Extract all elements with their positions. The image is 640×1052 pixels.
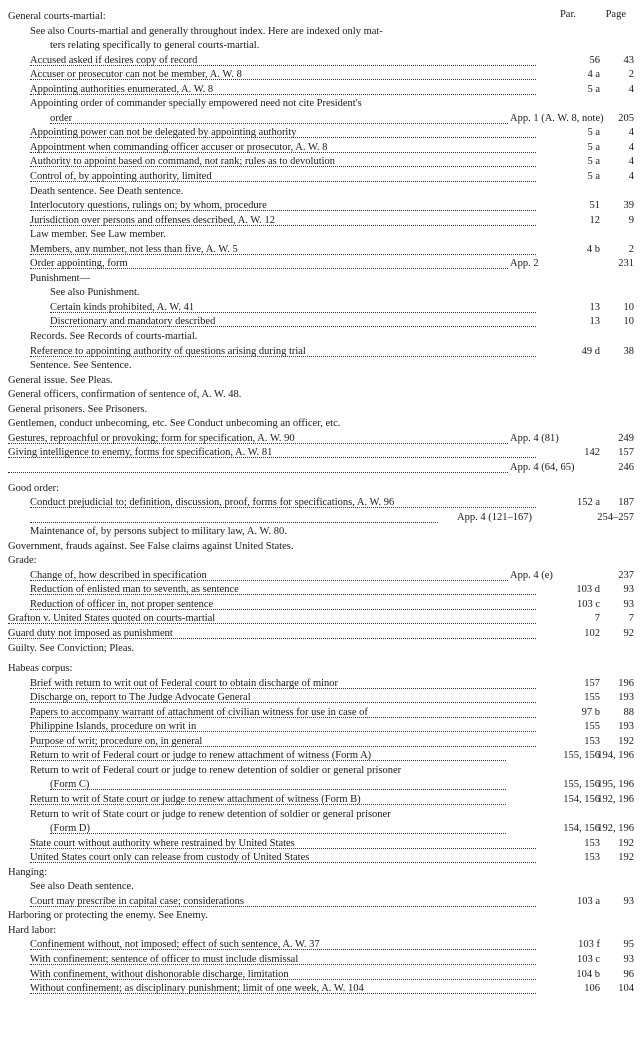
index-entry — [8, 286, 634, 301]
entry-text: Guilty. See Conviction; Pleas. — [8, 642, 135, 654]
index-entry — [8, 851, 634, 866]
paragraph-number: 102 — [584, 627, 600, 639]
entry-text — [8, 461, 508, 473]
entry-text: Order appointing, form — [30, 257, 508, 269]
page-number: 104 — [618, 983, 634, 995]
entry-text: With confinement; sentence of officer to must include dismissal — [30, 953, 536, 965]
entry-text: Interlocutory questions, rulings on; by whom, procedure — [30, 199, 536, 211]
index-entry — [8, 808, 634, 823]
index-entry — [8, 330, 634, 345]
entry-text: Return to writ of Federal court or judge to renew detention of soldier or general prisoner — [30, 764, 402, 776]
index-entry — [8, 388, 634, 403]
entry-text: Habeas corpus: — [8, 663, 73, 675]
paragraph-number: 103 d — [576, 584, 600, 596]
page-number: 10 — [623, 301, 634, 313]
page-number: 4 — [628, 141, 634, 153]
entry-text: See also Courts-martial and generally throughout index. Here are indexed only mat- — [30, 25, 383, 37]
entry-text: (Form C) — [50, 778, 506, 790]
paragraph-number: 153 — [584, 852, 600, 864]
index-entry — [8, 540, 634, 555]
entry-text: Court may prescribe in capital case; considerations — [30, 895, 536, 907]
entry-text: Hard labor: — [8, 924, 57, 936]
index-entry — [8, 880, 634, 895]
page-number: 2 — [628, 69, 634, 81]
index-entry — [8, 243, 634, 258]
entry-text: Philippine Islands, procedure on writ in — [30, 720, 536, 732]
index-entry — [8, 569, 634, 584]
paragraph-number: 155 — [584, 692, 600, 704]
index-entry — [8, 968, 634, 983]
page-number: 88 — [623, 706, 634, 718]
index-entry — [8, 909, 634, 924]
index-entry — [8, 749, 634, 764]
paragraph-number: 49 d — [581, 345, 600, 357]
index-entry — [8, 446, 634, 461]
page-number: 96 — [623, 968, 634, 980]
entry-text: Change of, how described in specification — [30, 569, 508, 581]
page-column-header: Page — [605, 9, 626, 20]
page-number: 9 — [628, 214, 634, 226]
page-number: 192 — [618, 837, 634, 849]
page-number: 7 — [628, 613, 634, 625]
index-entry — [8, 598, 634, 613]
entry-text: Brief with return to writ out of Federal court to obtain discharge of minor — [30, 677, 536, 689]
entry-text: Return to writ of State court or judge to renew detention of soldier or general prisoner — [30, 808, 391, 820]
paragraph-number: 4 b — [586, 243, 600, 255]
paragraph-number: 106 — [584, 983, 600, 995]
entry-text: Accuser or prosecutor can not be member, A. W. 8 — [30, 68, 536, 80]
index-entry — [8, 141, 634, 156]
entry-text — [30, 511, 438, 523]
entry-text: Reference to appointing authority of questions arising during trial — [30, 345, 536, 357]
entry-text: Control of, by appointing authority, limited — [30, 170, 536, 182]
index-entry — [8, 982, 634, 997]
page-number: 43 — [623, 54, 634, 66]
page-number: 246 — [618, 461, 634, 473]
index-entry — [8, 627, 634, 642]
index-entry — [8, 39, 634, 54]
entry-text: Records. See Records of courts-martial. — [30, 331, 198, 343]
entry-text: Members, any number, not less than five, A. W. 5 — [30, 243, 536, 255]
index-entry — [8, 837, 634, 852]
index-entry — [8, 938, 634, 953]
index-entry — [8, 68, 634, 83]
page-number: 93 — [623, 584, 634, 596]
paragraph-number: 154, 156 — [563, 823, 600, 835]
index-entry — [8, 359, 634, 374]
page-number: 194, 196 — [597, 750, 634, 762]
entry-text: Appointing order of commander specially empowered need not cite President's — [30, 98, 362, 110]
paragraph-number: 142 — [584, 447, 600, 459]
index-entry — [8, 83, 634, 98]
entry-text: Appointing authorities enumerated, A. W. 8 — [30, 83, 536, 95]
paragraph-number: 7 — [594, 613, 600, 625]
entry-text: State court without authority where restrained by United States — [30, 837, 536, 849]
paragraph-number: 157 — [584, 677, 600, 689]
page-number: 192, 196 — [597, 793, 634, 805]
entry-text: See also Death sentence. — [30, 881, 134, 893]
entry-text: Purpose of writ; procedure on, in general — [30, 735, 536, 747]
index-entry — [8, 482, 634, 497]
page-number: 10 — [623, 316, 634, 328]
entry-text: ters relating specifically to general courts-martial. — [50, 40, 260, 52]
index-entry — [8, 214, 634, 229]
index-entries — [8, 10, 634, 997]
entry-text: See also Punishment. — [50, 287, 140, 299]
index-entry — [8, 496, 634, 511]
entry-text: Authority to appoint based on command, not rank; rules as to devolution — [30, 155, 536, 167]
index-entry — [8, 612, 634, 627]
entry-text: Jurisdiction over persons and offenses described, A. W. 12 — [30, 214, 536, 226]
index-entry — [8, 662, 634, 677]
page-number: 39 — [623, 200, 634, 212]
paragraph-number: 155 — [584, 721, 600, 733]
paragraph-number: 5 a — [587, 156, 600, 168]
page-number: 4 — [628, 171, 634, 183]
paragraph-number: 153 — [584, 735, 600, 747]
page-number: 193 — [618, 721, 634, 733]
paragraph-number: 13 — [589, 301, 600, 313]
page-number: 4 — [628, 83, 634, 95]
page-number: 249 — [618, 432, 634, 444]
page-number: 237 — [618, 569, 634, 581]
paragraph-number: 56 — [589, 54, 600, 66]
index-entry — [8, 691, 634, 706]
index-entry — [8, 272, 634, 287]
entry-text: Discretionary and mandatory described — [50, 315, 536, 327]
page-number: 93 — [623, 598, 634, 610]
paragraph-number: 103 c — [576, 598, 600, 610]
entry-text: Grafton v. United States quoted on courts-martial — [8, 612, 536, 624]
page-number: 187 — [618, 497, 634, 509]
entry-text: General prisoners. See Prisoners. — [8, 403, 148, 415]
entry-text: Giving intelligence to enemy, forms for specification, A. W. 81 — [8, 446, 536, 458]
entry-text: General courts-martial: — [8, 11, 106, 22]
entry-text: Death sentence. See Death sentence. — [30, 185, 184, 197]
index-entry — [8, 706, 634, 721]
paragraph-number: 12 — [589, 214, 600, 226]
index-entry — [8, 642, 634, 657]
paragraph-number: 155, 156 — [563, 750, 600, 762]
index-entry — [8, 257, 634, 272]
index-entry — [8, 374, 634, 389]
index-entry — [8, 228, 634, 243]
index-entry — [8, 735, 634, 750]
index-entry — [8, 953, 634, 968]
index-entry — [8, 924, 634, 939]
paragraph-number: 5 a — [587, 83, 600, 95]
entry-text: order — [50, 112, 508, 124]
paragraph-number: 5 a — [587, 171, 600, 183]
paragraph-number: 51 — [589, 200, 600, 212]
index-entry — [8, 432, 634, 447]
index-entry — [8, 97, 634, 112]
entry-text: United States court only can release from custody of United States — [30, 851, 536, 863]
paragraph-number: 5 a — [587, 141, 600, 153]
paragraph-number: 155, 156 — [563, 779, 600, 791]
appendix-reference: App. 2 — [510, 258, 539, 270]
paragraph-number: 103 c — [576, 954, 600, 965]
page-number: 4 — [628, 156, 634, 168]
entry-text: Discharge on, report to The Judge Advocate General — [30, 691, 536, 703]
page-number: 38 — [623, 345, 634, 357]
page-number: 2 — [628, 243, 634, 255]
entry-text: General issue. See Pleas. — [8, 374, 113, 386]
index-entry — [8, 10, 634, 25]
index-entry — [8, 764, 634, 779]
index-entry — [8, 25, 634, 40]
appendix-reference: App. 4 (81) — [510, 432, 559, 444]
entry-text: Reduction of officer in, not proper sentence — [30, 598, 536, 610]
index-entry — [8, 778, 634, 793]
paragraph-number: 154, 156 — [563, 793, 600, 805]
index-entry — [8, 54, 634, 69]
index-entry — [8, 720, 634, 735]
index-entry — [8, 525, 634, 540]
index-entry — [8, 461, 634, 476]
entry-text: Grade: — [8, 555, 37, 567]
page-number: 192, 196 — [597, 823, 634, 835]
index-entry — [8, 822, 634, 837]
entry-text: Law member. See Law member. — [30, 229, 166, 241]
page-number: 192 — [618, 852, 634, 864]
index-entry — [8, 199, 634, 214]
index-entry — [8, 126, 634, 141]
page-number: 205 — [618, 112, 634, 124]
entry-text: Harboring or protecting the enemy. See Enemy. — [8, 910, 208, 922]
page-number: 195, 196 — [597, 779, 634, 791]
page-number: 193 — [618, 692, 634, 704]
entry-text: Sentence. See Sentence. — [30, 360, 132, 372]
page-number: 4 — [628, 127, 634, 139]
paragraph-number: 153 — [584, 837, 600, 849]
index-entry — [8, 315, 634, 330]
entry-text: Conduct prejudicial to; definition, discussion, proof, forms for specifications, A. W. 96 — [30, 496, 536, 508]
index-entry — [8, 677, 634, 692]
appendix-reference: App. 4 (121–167) — [457, 511, 532, 523]
par-column-header: Par. — [559, 9, 577, 20]
entry-text: Guard duty not imposed as punishment — [8, 627, 536, 639]
index-entry — [8, 155, 634, 170]
index-entry — [8, 554, 634, 569]
entry-text: General officers, confirmation of sentence of, A. W. 48. — [8, 389, 242, 401]
index-entry — [8, 185, 634, 200]
paragraph-number: 13 — [589, 316, 600, 328]
entry-text: Good order: — [8, 482, 60, 494]
index-entry — [8, 417, 634, 432]
paragraph-number: 104 b — [576, 968, 600, 980]
entry-text: Confinement without, not imposed; effect of such sentence, A. W. 37 — [30, 938, 536, 950]
index-entry — [8, 403, 634, 418]
entry-text: Without confinement; as disciplinary punishment; limit of one week, A. W. 104 — [30, 982, 536, 994]
entry-text: Punishment— — [30, 272, 91, 284]
entry-text: (Form D) — [50, 822, 506, 834]
index-entry — [8, 301, 634, 316]
paragraph-number: 4 a — [587, 69, 600, 81]
entry-text: Reduction of enlisted man to seventh, as sentence — [30, 583, 536, 595]
page-number: 254–257 — [597, 511, 634, 523]
index-entry — [8, 895, 634, 910]
page-number: 196 — [618, 677, 634, 689]
page-number: 157 — [618, 447, 634, 459]
entry-text: Certain kinds prohibited, A. W. 41 — [50, 301, 536, 313]
index-entry — [8, 793, 634, 808]
entry-text: Maintenance of, by persons subject to military law, A. W. 80. — [30, 526, 287, 538]
paragraph-number: 103 a — [576, 895, 600, 907]
page-number: 93 — [623, 954, 634, 965]
page-number: 93 — [623, 895, 634, 907]
page-number: 231 — [618, 258, 634, 270]
appendix-reference: App. 4 (e) — [510, 569, 553, 581]
entry-text: Appointment when commanding officer accuser or prosecutor, A. W. 8 — [30, 141, 536, 153]
index-entry — [8, 112, 634, 127]
page-number: 192 — [618, 735, 634, 747]
appendix-reference: App. 1 (A. W. 8, note) — [510, 112, 604, 124]
entry-text: Appointing power can not be delegated by appointing authority — [30, 126, 536, 138]
index-entry — [8, 511, 634, 526]
entry-text: Accused asked if desires copy of record — [30, 54, 536, 66]
entry-text: Hanging: — [8, 866, 48, 878]
entry-text: With confinement, without dishonorable discharge, limitation — [30, 968, 536, 980]
index-entry — [8, 866, 634, 881]
index-entry — [8, 345, 634, 360]
paragraph-number: 152 a — [576, 497, 600, 509]
index-entry — [8, 170, 634, 185]
page-number: 92 — [623, 627, 634, 639]
index-entry — [8, 583, 634, 598]
entry-text: Gentlemen, conduct unbecoming, etc. See Conduct unbecoming an officer, etc. — [8, 418, 341, 430]
entry-text: Gestures, reproachful or provoking; form for specification, A. W. 90 — [8, 432, 508, 444]
paragraph-number: 103 f — [578, 939, 600, 951]
appendix-reference: App. 4 (64, 65) — [510, 461, 575, 473]
entry-text: Government, frauds against. See False claims against United States. — [8, 540, 294, 552]
page-number: 95 — [623, 939, 634, 951]
entry-text: Return to writ of State court or judge to renew attachment of witness (Form B) — [30, 793, 506, 805]
paragraph-number: 5 a — [587, 127, 600, 139]
paragraph-number: 97 b — [581, 706, 600, 718]
entry-text: Papers to accompany warrant of attachment of civilian witness for use in case of — [30, 706, 536, 718]
entry-text: Return to writ of Federal court or judge to renew attachment of witness (Form A) — [30, 749, 506, 761]
